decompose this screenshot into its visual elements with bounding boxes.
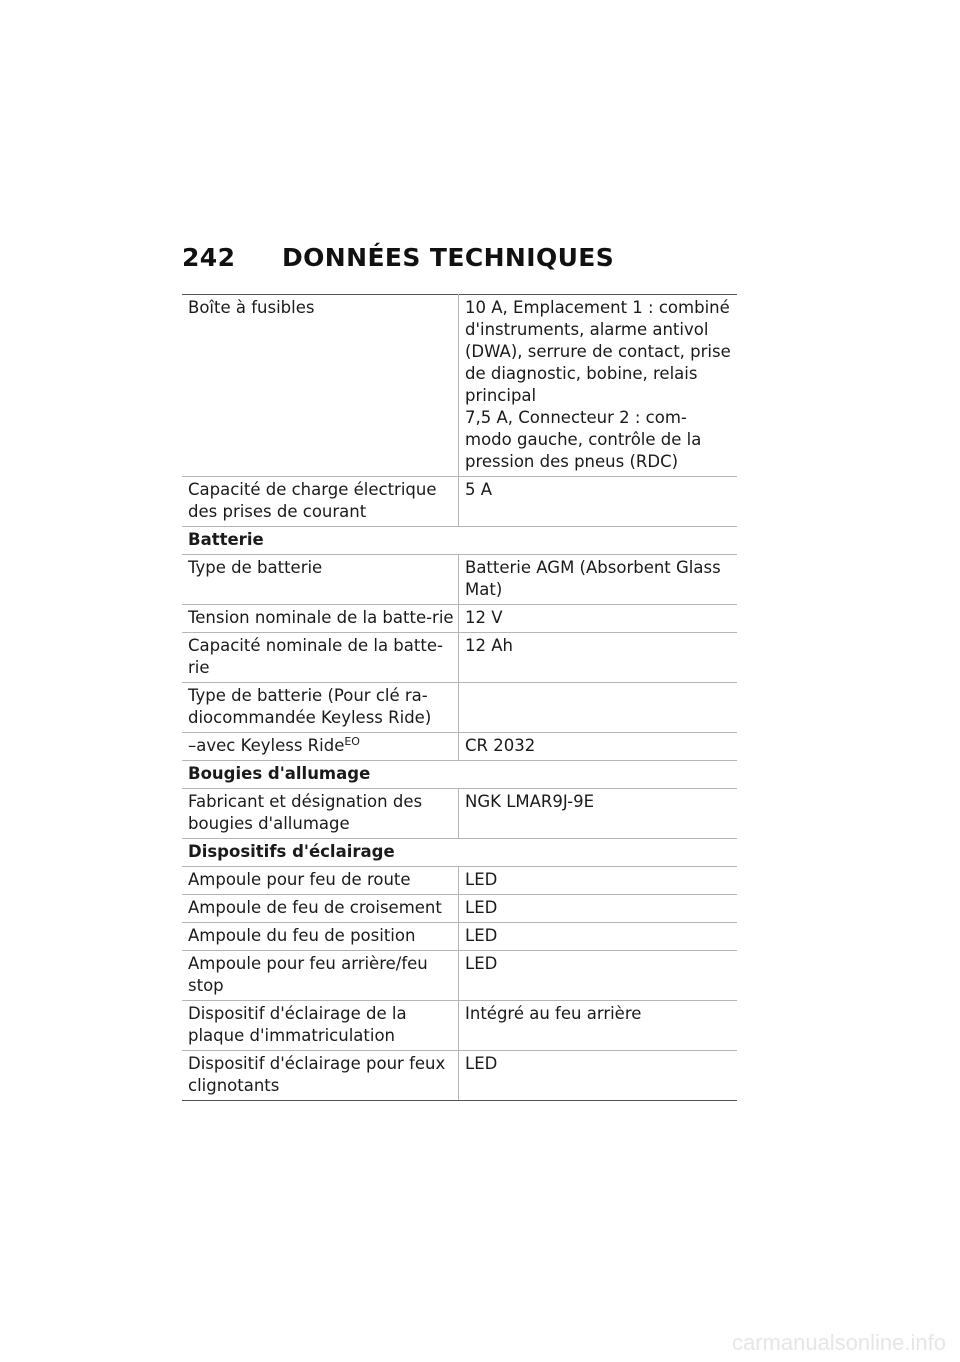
row-label: Tension nominale de la batte-rie: [182, 605, 459, 633]
keyless-option-marker: EO: [344, 735, 360, 748]
row-value: CR 2032: [459, 733, 738, 761]
row-label: Type de batterie: [182, 555, 459, 605]
row-value: LED: [459, 867, 738, 895]
row-label: Capacité de charge électrique des prises de courant: [182, 477, 459, 527]
table-row: [182, 605, 737, 633]
row-label: Ampoule pour feu de route: [182, 867, 459, 895]
row-value: LED: [459, 1051, 738, 1101]
page-title: DONNÉES TECHNIQUES: [282, 243, 615, 272]
section-row: [182, 527, 737, 555]
watermark: carmanualsonline.info: [731, 1330, 946, 1355]
row-label: [182, 733, 459, 761]
section-heading: Bougies d'allumage: [182, 761, 737, 789]
table-row: [182, 633, 737, 683]
row-label: Dispositif d'éclairage de la plaque d'immatriculation: [182, 1001, 459, 1051]
keyless-label: –avec Keyless Ride: [188, 736, 345, 755]
section-heading: Batterie: [182, 527, 737, 555]
section-row: [182, 839, 737, 867]
table-row: [182, 733, 737, 761]
row-value: LED: [459, 923, 738, 951]
row-value: Intégré au feu arrière: [459, 1001, 738, 1051]
table-row: [182, 477, 737, 527]
row-value: 12 Ah: [459, 633, 738, 683]
table-row: [182, 923, 737, 951]
row-label: Type de batterie (Pour clé ra-diocommandée Keyless Ride): [182, 683, 459, 733]
row-value: 12 V: [459, 605, 738, 633]
section-row: [182, 761, 737, 789]
fuse-slot-1-text: 10 A, Emplacement 1 : combiné d'instruments, alarme antivol (DWA), serrure de contact, prise de diagnostic, bobine, relais principal: [465, 298, 731, 405]
table-row: [182, 867, 737, 895]
row-label: Ampoule de feu de croisement: [182, 895, 459, 923]
table-row: [182, 951, 737, 1001]
row-label: Dispositif d'éclairage pour feux clignotants: [182, 1051, 459, 1101]
table-row: [182, 555, 737, 605]
table-row: [182, 1001, 737, 1051]
table-row: [182, 683, 737, 733]
row-value: [459, 295, 738, 477]
table-row: [182, 1051, 737, 1101]
row-value: Batterie AGM (Absorbent Glass Mat): [459, 555, 738, 605]
spec-table: [182, 294, 737, 1101]
row-value: LED: [459, 951, 738, 1001]
section-heading: Dispositifs d'éclairage: [182, 839, 737, 867]
row-label: Fabricant et désignation des bougies d'allumage: [182, 789, 459, 839]
table-row: [182, 789, 737, 839]
row-value: [459, 683, 738, 733]
page-number: 242: [182, 243, 236, 272]
fuse-slot-2-text: 7,5 A, Connecteur 2 : com-modo gauche, contrôle de la pression des pneus (RDC): [465, 408, 702, 471]
row-value: LED: [459, 895, 738, 923]
row-value: NGK LMAR9J-9E: [459, 789, 738, 839]
table-row: [182, 295, 737, 477]
table-row: [182, 895, 737, 923]
page-header: [182, 243, 742, 272]
row-label: Ampoule pour feu arrière/feu stop: [182, 951, 459, 1001]
row-label: Capacité nominale de la batte-rie: [182, 633, 459, 683]
row-label: Boîte à fusibles: [182, 295, 459, 477]
row-value: 5 A: [459, 477, 738, 527]
row-label: Ampoule du feu de position: [182, 923, 459, 951]
